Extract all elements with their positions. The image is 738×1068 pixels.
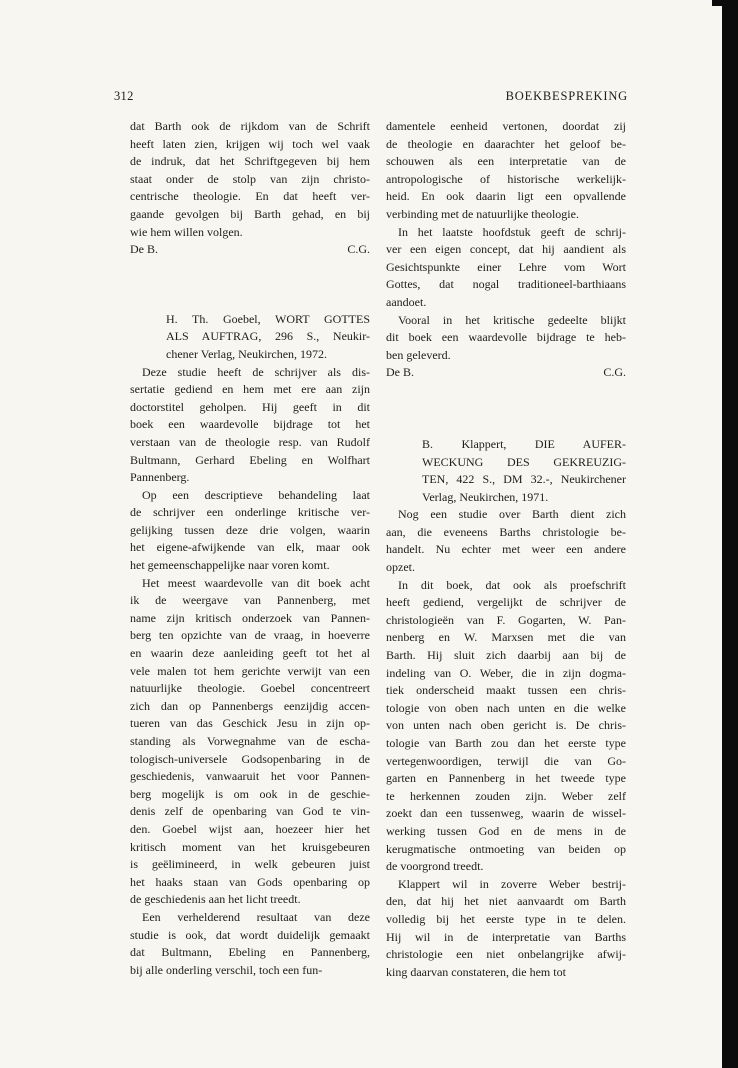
paragraph-line: gaande gevolgen bij Barth gehad, en bij <box>130 206 370 221</box>
paragraph-line: Pannenberg. <box>130 470 190 485</box>
paragraph-line: indeling van O. Weber, die in zijn dogma- <box>386 665 626 680</box>
right-column <box>386 118 626 981</box>
signature-initials: C.G. <box>347 242 370 257</box>
paragraph-line: de voorgrond treedt. <box>386 859 484 874</box>
paragraph-line: ik de weergave van Pannenberg, met <box>130 593 370 608</box>
signature-initials: C.G. <box>603 365 626 380</box>
paragraph-line: tueren van das Geschick Jesu in zijn op- <box>130 716 370 731</box>
paragraph-line: heeft laten zien, krijgen wij toch wel vaak <box>130 136 370 151</box>
paragraph-line: tologie van Barth zou dan het eerste type <box>386 736 626 750</box>
paragraph-line: Bultmann, Gerhard Ebeling en Wolfhart <box>130 452 370 467</box>
signature-place: De B. <box>386 365 414 380</box>
scan-border-right <box>722 0 738 1068</box>
paragraph-line: sertatie gediend en hem met ere aan zijn <box>130 382 370 397</box>
paragraph-line: von unten nach oben gericht is. De chris- <box>386 718 626 733</box>
section-gap <box>130 259 370 311</box>
review-heading <box>386 436 626 506</box>
paragraph-line: dat Bultmann, Ebeling en Pannenberg, <box>130 945 370 960</box>
paragraph-line: Op een descriptieve behandeling laat <box>142 487 370 502</box>
paragraph-line: gelijking tussen deze drie volgen, waarin <box>130 522 370 537</box>
paragraph-line: christologie een niet onbelangrijke afwij- <box>386 947 626 962</box>
signature-place: De B. <box>130 242 158 257</box>
paragraph-line: In het laatste hoofdstuk geeft de schrij- <box>398 224 626 239</box>
paragraph-line: denis zelf de openbaring van God te vin- <box>130 804 370 819</box>
paragraph-line: ben geleverd. <box>386 347 451 362</box>
paragraph-line: Klappert wil in zoverre Weber bestrij- <box>398 876 626 891</box>
paragraph-line: dit boek een waardevolle bijdrage te heb- <box>386 330 626 345</box>
paragraph-line: standing als Vorwegnahme van de escha- <box>130 734 370 748</box>
paragraph-line: In dit boek, dat ook als proefschrift <box>398 577 626 592</box>
paragraph-line: kerugmatische ontmoeting van beiden op <box>386 841 626 856</box>
paragraph-line: is geëlimineerd, in welk gebeuren juist <box>130 857 370 872</box>
paragraph-line: vele malen tot hem gerichte verwijt van een <box>130 663 370 678</box>
page-number: 312 <box>114 89 134 103</box>
paragraph-line: en waarin deze aanleiding geeft tot het al <box>130 646 370 661</box>
paragraph-line: boek een waardevolle bijdrage tot het <box>130 417 370 432</box>
paragraph-line: het gemeenschappelijke naar voren komt. <box>130 558 330 573</box>
paragraph-line: aan, die eveneens Barths christologie be- <box>386 524 626 539</box>
paragraph-line: nenberg en W. Marxsen met die van <box>386 630 626 645</box>
paragraph-line: doctorstitel geholpen. Hij geeft in dit <box>130 399 370 414</box>
paragraph-line: heeft gediend, vergelijkt de schrijver de <box>386 595 626 610</box>
paragraph-line: ver een eigen concept, dat hij aandient als <box>386 242 626 257</box>
paragraph-line: tologisch-universele Godsopenbaring in de <box>130 751 370 766</box>
paragraph-line: de geschiedenis aan het licht treedt. <box>130 892 301 907</box>
paragraph-line: Hij wil in de interpretatie van Barths <box>386 929 626 944</box>
paragraph-line: verstaan van de theologie resp. van Rudolf <box>130 434 370 449</box>
paragraph-line: handelt. Nu echter met weer een andere <box>386 542 626 557</box>
paragraph-line: name zijn kritisch onderzoek van Pannen- <box>130 610 370 625</box>
paragraph-line: de indruk, dat het Schriftgegeven bij hem <box>130 154 370 169</box>
paragraph-line: garten en Pannenberg in het tweede type <box>386 771 626 786</box>
paragraph-line: de schrijver een onderlinge kritische ver- <box>130 505 370 520</box>
paragraph-line: opzet. <box>386 560 415 575</box>
reviewer-signature <box>130 241 370 259</box>
paragraph-line: tologie von oben nach unten en die welke <box>386 700 626 715</box>
paragraph-line: Een verhelderend resultaat van deze <box>142 909 370 924</box>
paragraph-line: den, dat hij het niet aanvaardt om Barth <box>386 894 626 909</box>
review-heading-line: Verlag, Neukirchen, 1971. <box>422 489 549 504</box>
paragraph-line: king daarvan constateren, die hem tot <box>386 964 566 979</box>
paragraph-line: vertegenwoordigen, terwijl die van Go- <box>386 753 626 768</box>
paragraph-line: te herkennen zouden zijn. Weber zelf <box>386 788 626 803</box>
paragraph-line: geschiedenis, vanwaaruit het voor Pannen- <box>130 769 370 784</box>
paragraph-line: Gottes, dat nogal traditioneel-barthiaans <box>386 277 626 292</box>
review-heading-line: chener Verlag, Neukirchen, 1972. <box>166 346 328 361</box>
paragraph-line: wie hem willen volgen. <box>130 224 243 239</box>
paragraph-line: Vooral in het kritische gedeelte blijkt <box>398 312 626 327</box>
paragraph-line: volledig bij het eerste type in te delen. <box>386 911 626 926</box>
running-title: BOEKBESPREKING <box>505 89 628 103</box>
paragraph-line: heid. En ook daarin ligt een opvallende <box>386 189 626 204</box>
paragraph-line: het haaks staan van Gods openbaring op <box>130 874 370 889</box>
paragraph-line: berg mogelijk is om ook in de geschie- <box>130 786 370 801</box>
left-column <box>130 118 370 979</box>
paragraph-line: aandoet. <box>386 294 427 309</box>
paragraph-line: Barth. Hij sluit zich daarbij aan bij de <box>386 648 626 663</box>
review-heading-line: H. Th. Goebel, WORT GOTTES <box>166 311 370 326</box>
paragraph-line: schouwen als een interpretatie van de <box>386 154 626 169</box>
review-heading-line: B. Klappert, DIE AUFER- <box>422 436 626 451</box>
paragraph-line: bij alle onderling verschil, toch een fun- <box>130 962 323 977</box>
paragraph-line: Gesichtspunkte einer Lehre vom Wort <box>386 259 626 274</box>
paragraph-line: christologieën van F. Gogarten, W. Pan- <box>386 612 626 627</box>
review-heading-line: ALS AUFTRAG, 296 S., Neukir- <box>166 329 370 344</box>
paragraph-line: studie is ook, dat wordt duidelijk gemaakt <box>130 927 370 942</box>
paragraph-line: centrische theologie. En dat heeft ver- <box>130 189 370 204</box>
paragraph-line: damentele eenheid vertonen, doordat zij <box>386 119 626 133</box>
paragraph-line: verbinding met de natuurlijke theologie. <box>386 206 579 221</box>
paragraph-line: Deze studie heeft de schrijver als dis- <box>142 364 370 379</box>
section-gap <box>386 382 626 436</box>
paragraph-line: zich dan op Pannenbergs eenzijdig accen- <box>130 698 370 713</box>
paragraph-line: natuurlijke theologie. Goebel concentreert <box>130 681 370 696</box>
paragraph-line: werking tussen God en de mens in de <box>386 823 626 838</box>
paragraph-line: tiek onderscheid maakt tussen een chris- <box>386 683 626 698</box>
paragraph-line: het eigene-afwijkende van elk, maar ook <box>130 540 370 555</box>
paragraph-line: dat Barth ook de rijkdom van de Schrift <box>130 119 370 133</box>
reviewer-signature <box>386 364 626 382</box>
paragraph-line: antropologische of historische werkelijk- <box>386 171 626 186</box>
review-heading-line: WECKUNG DES GEKREUZIG- <box>422 454 626 469</box>
paragraph-line: Nog een studie over Barth dient zich <box>398 507 626 522</box>
paragraph-line: berg ten opzichte van de vraag, in hoeverre <box>130 628 370 643</box>
paragraph-line: zoekt dan een tussenweg, waarin de wissel- <box>386 806 626 821</box>
paragraph-line: den. Goebel wijst aan, hoezeer hier het <box>130 821 370 836</box>
review-heading <box>130 311 370 364</box>
paragraph-line: staat onder de stolp van zijn christo- <box>130 171 370 186</box>
review-heading-line: TEN, 422 S., DM 32.-, Neukirchener <box>422 472 626 487</box>
paragraph-line: de theologie en daarachter het geloof be- <box>386 136 626 151</box>
paragraph-line: kritisch moment van het kruisgebeuren <box>130 839 370 854</box>
paragraph-line: Het meest waardevolle van dit boek acht <box>142 575 370 590</box>
